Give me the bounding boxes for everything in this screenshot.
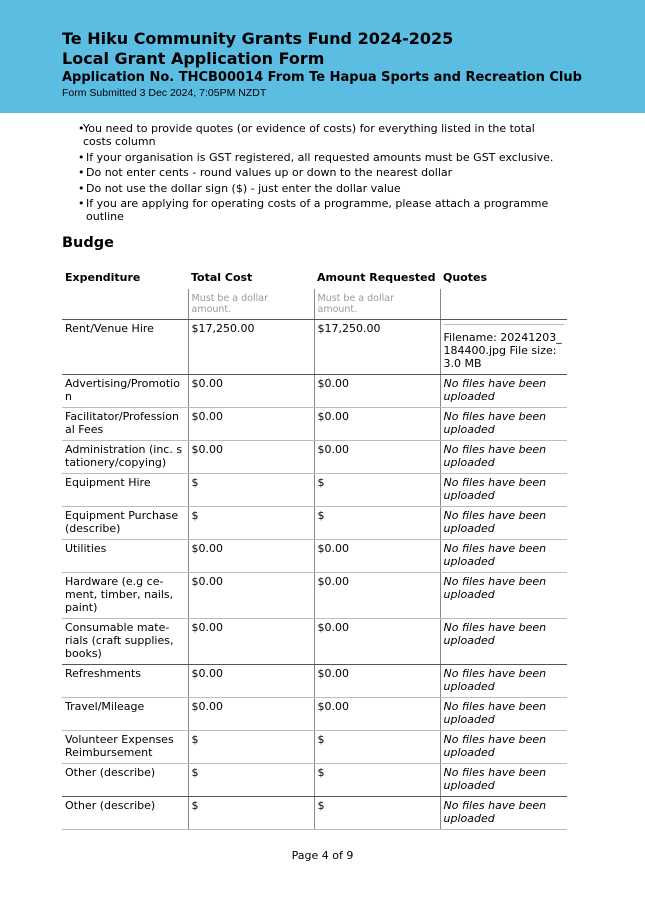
amount-requested-cell: $ (314, 731, 440, 764)
table-row (62, 797, 567, 830)
amount-requested-cell: $0.00 (314, 665, 440, 698)
total-cost-cell: $ (188, 474, 314, 507)
expenditure-cell: Utilities (62, 540, 188, 573)
quotes-hint-empty (440, 289, 567, 320)
section-title: Budge (62, 235, 114, 251)
amount-requested-cell: $0.00 (314, 619, 440, 665)
expenditure-cell: Advertising/Promotio n (62, 375, 188, 408)
col-header-amount-requested: Amount Requested (317, 271, 436, 284)
instruction-item: • If your organisation is GST registered, all requested amounts must be GST exclusive. (78, 151, 558, 164)
total-cost-cell: $0.00 (188, 540, 314, 573)
quote-status-cell: No files have been uploaded (440, 375, 567, 408)
table-row (62, 731, 567, 764)
requested-hint: Must be a dollar amount. (314, 289, 440, 320)
amount-requested-cell: $ (314, 507, 440, 540)
total-cost-cell: $0.00 (188, 698, 314, 731)
col-header-quotes: Quotes (443, 271, 488, 284)
quote-file-cell (440, 320, 567, 375)
quote-status-cell: No files have been uploaded (440, 619, 567, 665)
table-row (62, 764, 567, 797)
total-cost-cell: $0.00 (188, 441, 314, 474)
amount-requested-cell: $ (314, 797, 440, 830)
total-cost-cell: $ (188, 764, 314, 797)
quote-status-cell: No files have been uploaded (440, 665, 567, 698)
quote-status-cell: No files have been uploaded (440, 540, 567, 573)
amount-requested-cell: $0.00 (314, 698, 440, 731)
table-row (62, 698, 567, 731)
expenditure-cell: Other (describe) (62, 797, 188, 830)
fund-title: Te Hiku Community Grants Fund 2024-2025 (62, 29, 454, 48)
form-title: Local Grant Application Form (62, 49, 325, 68)
table-row (62, 540, 567, 573)
total-cost-cell: $ (188, 731, 314, 764)
col-header-expenditure: Expenditure (65, 271, 141, 284)
expenditure-cell: Volunteer Expenses Reimbursement (62, 731, 188, 764)
quote-status-cell: No files have been uploaded (440, 698, 567, 731)
form-header (0, 0, 645, 113)
total-cost-cell: $0.00 (188, 665, 314, 698)
table-row (62, 573, 567, 619)
quote-status-cell: No files have been uploaded (440, 764, 567, 797)
amount-requested-cell: $ (314, 474, 440, 507)
quote-status-cell: No files have been uploaded (440, 441, 567, 474)
instruction-item: • You need to provide quotes (or evidence of costs) for everything listed in the total costs column (78, 122, 558, 148)
expenditure-cell: Hardware (e.g ce- ment, timber, nails, paint) (62, 573, 188, 619)
amount-requested-cell: $0.00 (314, 408, 440, 441)
amount-requested-cell: $0.00 (314, 375, 440, 408)
table-row (62, 665, 567, 698)
expenditure-cell: Equipment Purchase (describe) (62, 507, 188, 540)
table-row (62, 408, 567, 441)
expenditure-cell: Other (describe) (62, 764, 188, 797)
table-row (62, 320, 567, 375)
quote-status-cell: No files have been uploaded (440, 474, 567, 507)
application-number: Application No. THCB00014 From Te Hapua Sports and Recreation Club (62, 70, 582, 85)
table-row (62, 474, 567, 507)
instructions-list (78, 122, 558, 226)
table-row (62, 375, 567, 408)
total-hint: Must be a dollar amount. (188, 289, 314, 320)
expenditure-cell: Consumable mate- rials (craft supplies, books) (62, 619, 188, 665)
quote-status-cell: No files have been uploaded (440, 797, 567, 830)
expenditure-cell: Facilitator/Profession al Fees (62, 408, 188, 441)
table-row (62, 441, 567, 474)
amount-requested-cell: $17,250.00 (314, 320, 440, 375)
total-cost-cell: $0.00 (188, 408, 314, 441)
amount-requested-cell: $ (314, 764, 440, 797)
col-header-total-cost: Total Cost (191, 271, 253, 284)
total-cost-cell: $0.00 (188, 375, 314, 408)
amount-requested-cell: $0.00 (314, 540, 440, 573)
total-cost-cell: $ (188, 797, 314, 830)
quote-status-cell: No files have been uploaded (440, 507, 567, 540)
total-cost-cell: $17,250.00 (188, 320, 314, 375)
total-cost-cell: $ (188, 507, 314, 540)
submitted-timestamp: Form Submitted 3 Dec 2024, 7:05PM NZDT (62, 87, 267, 99)
amount-requested-cell: $0.00 (314, 573, 440, 619)
quote-status-cell: No files have been uploaded (440, 731, 567, 764)
hint-empty (62, 289, 188, 320)
total-cost-cell: $0.00 (188, 619, 314, 665)
expenditure-cell: Travel/Mileage (62, 698, 188, 731)
page-number: Page 4 of 9 (291, 849, 354, 862)
table-row (62, 619, 567, 665)
quote-status-cell: No files have been uploaded (440, 573, 567, 619)
total-cost-cell: $0.00 (188, 573, 314, 619)
hint-row (62, 289, 567, 320)
table-row (62, 507, 567, 540)
instruction-item: • If you are applying for operating costs of a programme, please attach a programme outline (78, 197, 558, 223)
budget-table (62, 267, 567, 830)
amount-requested-cell: $0.00 (314, 441, 440, 474)
expenditure-cell: Rent/Venue Hire (62, 320, 188, 375)
instruction-item: • Do not enter cents - round values up or down to the nearest dollar (78, 166, 558, 179)
expenditure-cell: Equipment Hire (62, 474, 188, 507)
table-header-row (62, 267, 567, 289)
quote-status-cell: No files have been uploaded (440, 408, 567, 441)
expenditure-cell: Refreshments (62, 665, 188, 698)
budget-body (62, 289, 567, 830)
expenditure-cell: Administration (inc. s tationery/copying) (62, 441, 188, 474)
instruction-item: • Do not use the dollar sign ($) - just enter the dollar value (78, 182, 558, 195)
quote-file-info: Filename: 20241203_ 184400.jpg File size: 3.0 MB (444, 324, 565, 370)
